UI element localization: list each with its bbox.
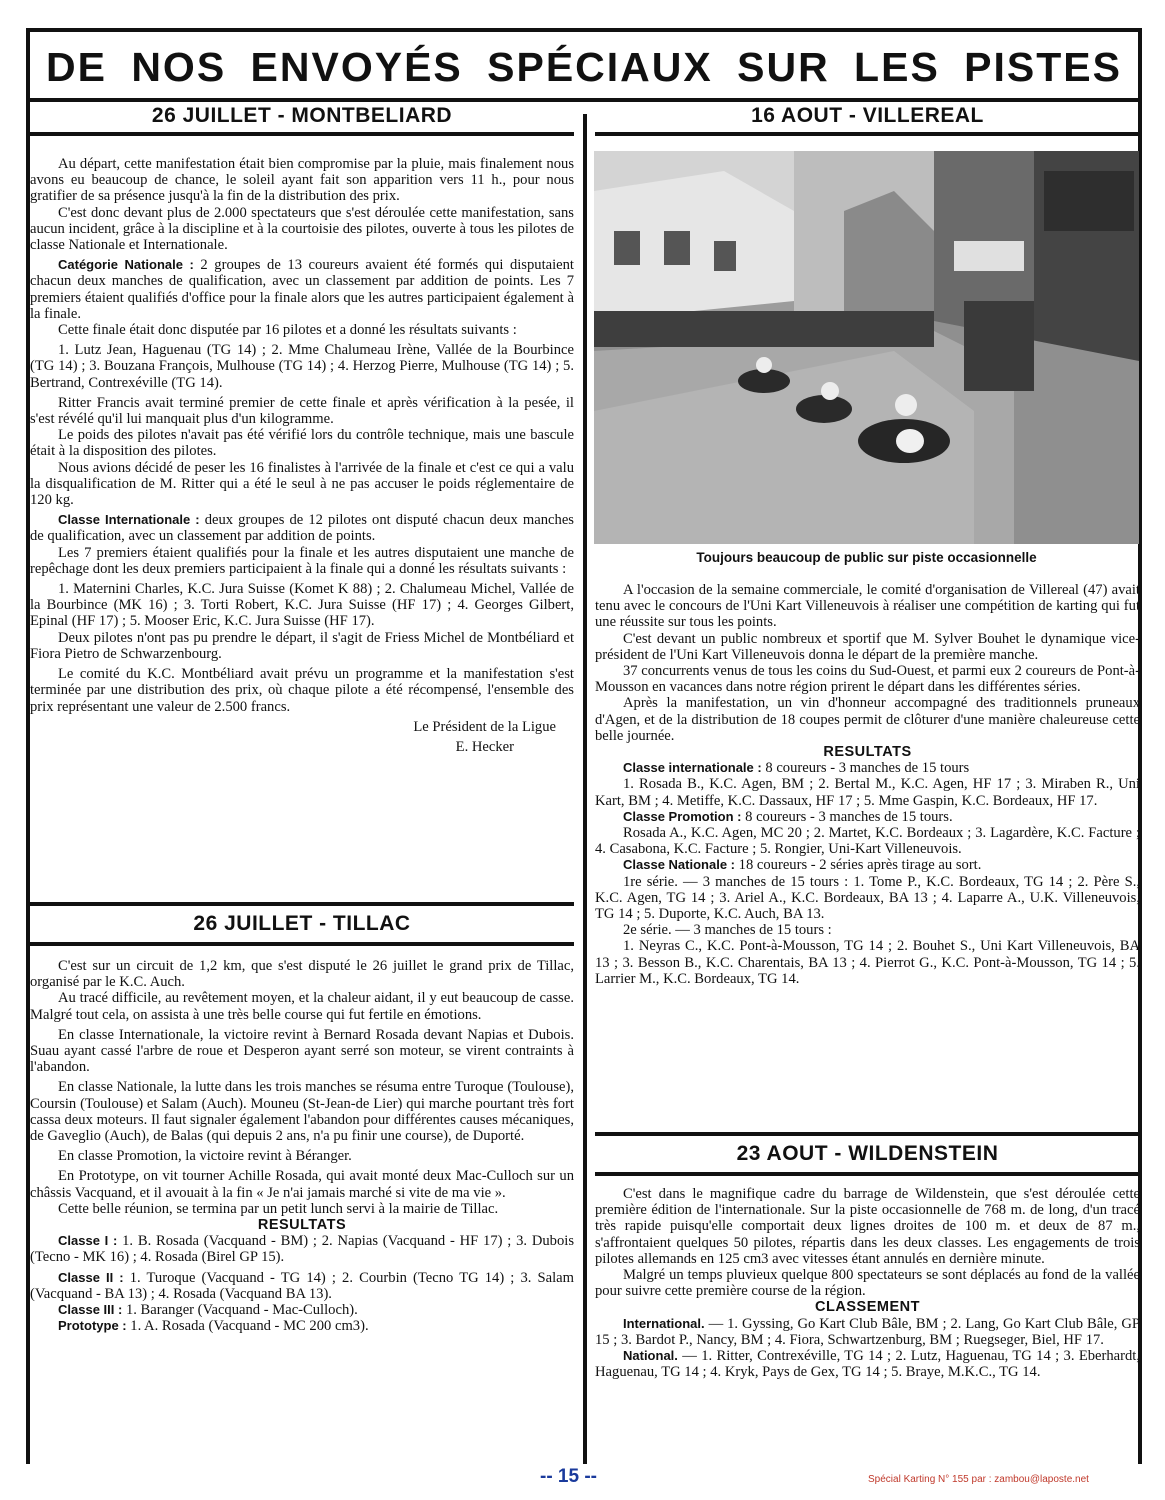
result-text: 8 coureurs - 3 manches de 15 tours. [741, 808, 953, 825]
result-text: 1. Turoque (Vacquand - TG 14) ; 2. Courbin (Tecno TG 14) ; 3. Salam (Vacquand - BA 13) ; 4. Rosada (Vacquand BA 13). [30, 1269, 575, 1302]
tillac-rule [30, 942, 574, 946]
wildenstein-rule [595, 1172, 1140, 1176]
paragraph: Nous avions décidé de peser les 16 finalistes à l'arrivée de la finale et c'est ce qui a valu la disqualification de M. Ritter qui a été le seul à ne pas accuser le poids réglementaire de 120 kg. [30, 459, 574, 509]
result-line [595, 760, 1140, 776]
paragraph: En Prototype, on vit tourner Achille Rosada, qui avait monté deux Mac-Culloch sur un châssis Vacquand, et il avouait à la fin « Je n'ai jamais marché si vite de ma vie ». [30, 1168, 574, 1201]
page-number: -- 15 -- [540, 1466, 597, 1487]
result-text: 8 coureurs - 3 manches de 15 tours [761, 760, 970, 777]
banner-rule [26, 98, 1142, 102]
banner-word: SPÉCIAUX [487, 43, 713, 90]
montbeliard-article [30, 156, 574, 755]
lead-label: Classe Internationale : [58, 512, 200, 528]
paragraph: Cette belle réunion, se termina par un petit lunch servi à la mairie de Tillac. [58, 1200, 499, 1217]
paragraph: A l'occasion de la semaine commerciale, le comité d'organisation de Villereal (47) avait tenu avec le concours de l'Uni Kart Villeneuvois à réaliser une compétition de karting qui fut une réussite sur tous les points. [595, 582, 1140, 631]
wildenstein-top-rule [595, 1132, 1140, 1136]
banner-word: PISTES [964, 43, 1122, 90]
tillac-article [30, 958, 574, 1334]
result-line [30, 1270, 574, 1302]
paragraph: Cette finale était donc disputée par 16 pilotes et a donné les résultats suivants : [58, 322, 517, 339]
banner-word: SUR [737, 43, 830, 90]
result-text: 18 coureurs - 2 séries après tirage au sort. [735, 857, 982, 874]
paragraph: Au départ, cette manifestation était bien compromise par la pluie, mais finalement nous avons eu beaucoup de chance, le soleil ayant fait son apparition vers 11 h., pour nous gratifier de sa présence jusqu'à la fin de la distribution des prix. [30, 156, 574, 205]
tillac-title: 26 JUILLET - TILLAC [193, 912, 411, 935]
paragraph-text: deux groupes de 12 pilotes ont disputé chacun deux manches de qualification, avec un classement par addition de points. [30, 512, 574, 545]
paragraph: En classe Promotion, la victoire revint à Béranger. [58, 1148, 352, 1165]
paragraph: C'est donc devant plus de 2.000 spectateurs que s'est déroulée cette manifestation, sans aucun incident, grâce à la discipline et à la courtoisie des pilotes, ouverte à tous les pilotes de classe Nationale et Internationale. [30, 204, 574, 254]
result-line [595, 1316, 1140, 1348]
villereal-article [595, 582, 1140, 987]
lead-label: Classe Promotion : [623, 808, 742, 824]
lead-label: Classe Nationale : [623, 857, 735, 873]
villereal-title: 16 AOUT - VILLEREAL [751, 104, 984, 127]
banner-word: ENVOYÉS [250, 43, 463, 90]
result-line: 1re série. — 3 manches de 15 tours : 1. Tome P., K.C. Bordeaux, TG 14 ; 2. Père S., K.C. Agen, TG 14 ; 3. Ariel A., K.C. Bordeaux, BA 13 ; 4. Laparre A., U.K. Villeneuvois, TG 14 ; 5. Duporte, K.C. Auch, BA 13. [595, 873, 1140, 923]
tillac-top-rule [30, 902, 574, 906]
lead-label: Catégorie Nationale : [58, 257, 194, 273]
result-text: 1. Baranger (Vacquand - Mac-Culloch). [122, 1302, 358, 1319]
paragraph: 1. Lutz Jean, Haguenau (TG 14) ; 2. Mme Chalumeau Irène, Vallée de la Bourbince (TG 14) ; 3. Bouzana François, Mulhouse (TG 14) ; 4. Herzog Pierre, Mulhouse (TG 14) ; 5. Bertrand, Contrexéville (TG 14). [30, 342, 574, 391]
result-line: Rosada A., K.C. Agen, MC 20 ; 2. Martet, K.C. Bordeaux ; 3. Lagardère, K.C. Facture ; 4. Casabona, K.C. Facture ; 5. Rongier, Uni-Kart Villeneuvois. [595, 825, 1140, 858]
result-line [595, 857, 1140, 873]
results-title: RESULTATS [823, 744, 912, 761]
wildenstein-title: 23 AOUT - WILDENSTEIN [736, 1142, 999, 1165]
montbeliard-title: 26 JUILLET - MONTBELIARD [151, 104, 453, 127]
result-text: 1. A. Rosada (Vacquand - MC 200 cm3). [126, 1318, 369, 1335]
wildenstein-article [595, 1186, 1140, 1380]
result-text: — 1. Gyssing, Go Kart Club Bâle, BM ; 2. Lang, Go Kart Club Bâle, GP 15 ; 3. Bardot P., Nancy, BM ; 4. Fiora, Schwartzenburg, BM ; Ruegseger, Biel, HF 17. [595, 1315, 1140, 1348]
lead-label: Classe II : [58, 1269, 124, 1285]
lead-label: Classe internationale : [623, 760, 762, 776]
lead-label: International. [623, 1315, 705, 1331]
paragraph [30, 257, 574, 322]
results-title: CLASSEMENT [815, 1299, 920, 1316]
result-line [595, 1348, 1140, 1380]
karting-photo [594, 151, 1139, 544]
signature-title: Le Président de la Ligue [413, 718, 556, 735]
paragraph: 37 concurrents venus de tous les coins du Sud-Ouest, et parmi eux 2 coureurs de Pont-à-Mousson en vacances dans notre région prirent le départ dans les différentes séries. [595, 663, 1140, 696]
paragraph: C'est sur un circuit de 1,2 km, que s'est disputé le 26 juillet le grand prix de Tillac, organisé par le K.C. Auch. [30, 958, 574, 991]
paragraph [30, 512, 574, 544]
paragraph: Les 7 premiers étaient qualifiés pour la finale et les autres disputaient une manche de repêchage dont les deux premiers participaient à la finale qui a donné les résultats suivants : [30, 544, 574, 577]
villereal-rule [595, 132, 1140, 136]
paragraph: Après la manifestation, un vin d'honneur accompagné des traditionnels pruneaux d'Agen, et de la distribution de 18 coupes permit de clôturer d'une manière chaleureuse cette belle journée. [595, 695, 1140, 744]
paragraph: C'est dans le magnifique cadre du barrage de Wildenstein, que s'est déroulée cette première édition de l'internationale. Sur la piste occasionnelle de 768 m. de long, d'un tracé très rapide puisqu'elle comportait deux lignes droites de 100 m. et deux de 87 m., s'affrontaient quelques 50 pilotes, répartis dans les deux classes. Les engagements de trois pilotes allemands en 125 cm3 avec vitesses étant annulés en dernière minute. [595, 1186, 1140, 1267]
lead-label: Prototype : [58, 1318, 127, 1334]
result-text: — 1. Ritter, Contrexéville, TG 14 ; 2. Lutz, Haguenau, TG 14 ; 3. Eberhardt, Haguenau, TG 14 ; 4. Kryk, Pays de Gex, TG 14 ; 5. Braye, M.K.C., TG 14. [595, 1348, 1140, 1381]
footer-credit: Spécial Karting N° 155 par : zambou@laposte.net [868, 1474, 1089, 1485]
signature-name: E. Hecker [455, 738, 514, 755]
result-line [595, 809, 1140, 825]
paragraph: Le comité du K.C. Montbéliard avait prévu un programme et la manifestation s'est terminée par une distribution des prix, où chaque pilote a été récompensé, l'ensemble des prix représentant une valeur de 2.500 francs. [30, 666, 574, 715]
photo-caption: Toujours beaucoup de public sur piste occasionnelle [696, 550, 1037, 565]
street-race-illustration [594, 151, 1139, 544]
result-line: 1. Neyras C., K.C. Pont-à-Mousson, TG 14 ; 2. Bouhet S., Uni Kart Villeneuvois, BA 13 ; 3. Besson B., K.C. Charentais, BA 13 ; 4. Pierrot G., K.C. Pont-à-Mousson, TG 14 ; 5. Larrier M., K.C. Bordeaux, TG 14. [595, 938, 1140, 987]
paragraph: Malgré un temps pluvieux quelque 800 spectateurs se sont déplacés au fond de la vallée pour suivre cette première course de la région. [595, 1267, 1140, 1300]
banner-word: DE [46, 43, 107, 90]
result-line: 2e série. — 3 manches de 15 tours : [623, 922, 832, 939]
paragraph: C'est devant un public nombreux et sportif que M. Sylver Bouhet le dynamique vice-président de l'Uni Kart Villeneuvois donna le départ de la première manche. [595, 630, 1140, 663]
lead-label: National. [623, 1348, 678, 1364]
result-line [30, 1302, 574, 1318]
result-text: 1. B. Rosada (Vacquand - BM) ; 2. Napias (Vacquand - HF 17) ; 3. Dubois (Tecno - MK 16) ; 4. Rosada (Birel GP 15). [30, 1233, 574, 1266]
montbeliard-rule [30, 132, 574, 136]
paragraph: Le poids des pilotes n'avait pas été vérifié lors du contrôle technique, mais une bascule était à la disposition des pilotes. [30, 427, 574, 460]
paragraph: 1. Maternini Charles, K.C. Jura Suisse (Komet K 88) ; 2. Chalumeau Michel, Vallée de la Bourbince (MK 16) ; 3. Torti Robert, K.C. Jura Suisse (HF 17) ; 4. Georges Gilbert, Epinal (HF 17) ; 5. Mooser Eric, K.C. Jura Suisse (HF 17). [30, 581, 574, 630]
result-line [30, 1318, 574, 1334]
paragraph: En classe Internationale, la victoire revint à Bernard Rosada devant Napias et Dubois. Suau ayant cassé l'arbre de roue et Desperon ayant serré son moteur, se virent contraints à l'abandon. [30, 1026, 574, 1076]
paragraph-text: 2 groupes de 13 coureurs avaient été formés qui disputaient chacun deux manches de qualification, avec un classement par addition de points. Les 7 premiers étaient qualifiés d'office pour la finale alors que les autres participaient également à la finale. [30, 257, 574, 322]
banner-word: NOS [131, 43, 227, 90]
paragraph: Deux pilotes n'ont pas pu prendre le départ, il s'agit de Friess Michel de Montbéliard et Fiora Pietro de Schwarzenbourg. [30, 629, 574, 662]
result-line [30, 1233, 574, 1265]
banner-word: LES [854, 43, 940, 90]
paragraph: En classe Nationale, la lutte dans les trois manches se résuma entre Turoque (Toulouse), Coursin (Toulouse) et Salam (Auch). Mouneu (St-Jean-de Lier) qui marche pourtant très fort cassa deux moteurs. Il faut signaler également l'abandon pour différentes causes mécaniques, de Gaveglio (Auch), de Balas (qui depuis 2 ans, n'a pu finir une course), de Duporté. [30, 1079, 574, 1145]
page-banner [34, 36, 1134, 98]
results-title: RESULTATS [257, 1217, 347, 1234]
paragraph: Au tracé difficile, au revêtement moyen, et la chaleur aidant, il y eut beaucoup de casse. Malgré tout cela, on assista à une très belle course qui fut fertile en émotions. [30, 990, 574, 1023]
paragraph: Ritter Francis avait terminé premier de cette finale et après vérification à la pesée, il s'est révélé qu'il lui manquait plus d'un kilogramme. [30, 394, 574, 428]
lead-label: Classe III : [58, 1302, 123, 1318]
lead-label: Classe I : [58, 1233, 118, 1249]
result-line: 1. Rosada B., K.C. Agen, BM ; 2. Bertal M., K.C. Agen, HF 17 ; 3. Miraben R., Uni Kart, BM ; 4. Metiffe, K.C. Dassaux, HF 17 ; 5. Mme Gaspin, K.C. Bordeaux, HF 17. [595, 776, 1140, 809]
column-divider [583, 114, 587, 1464]
